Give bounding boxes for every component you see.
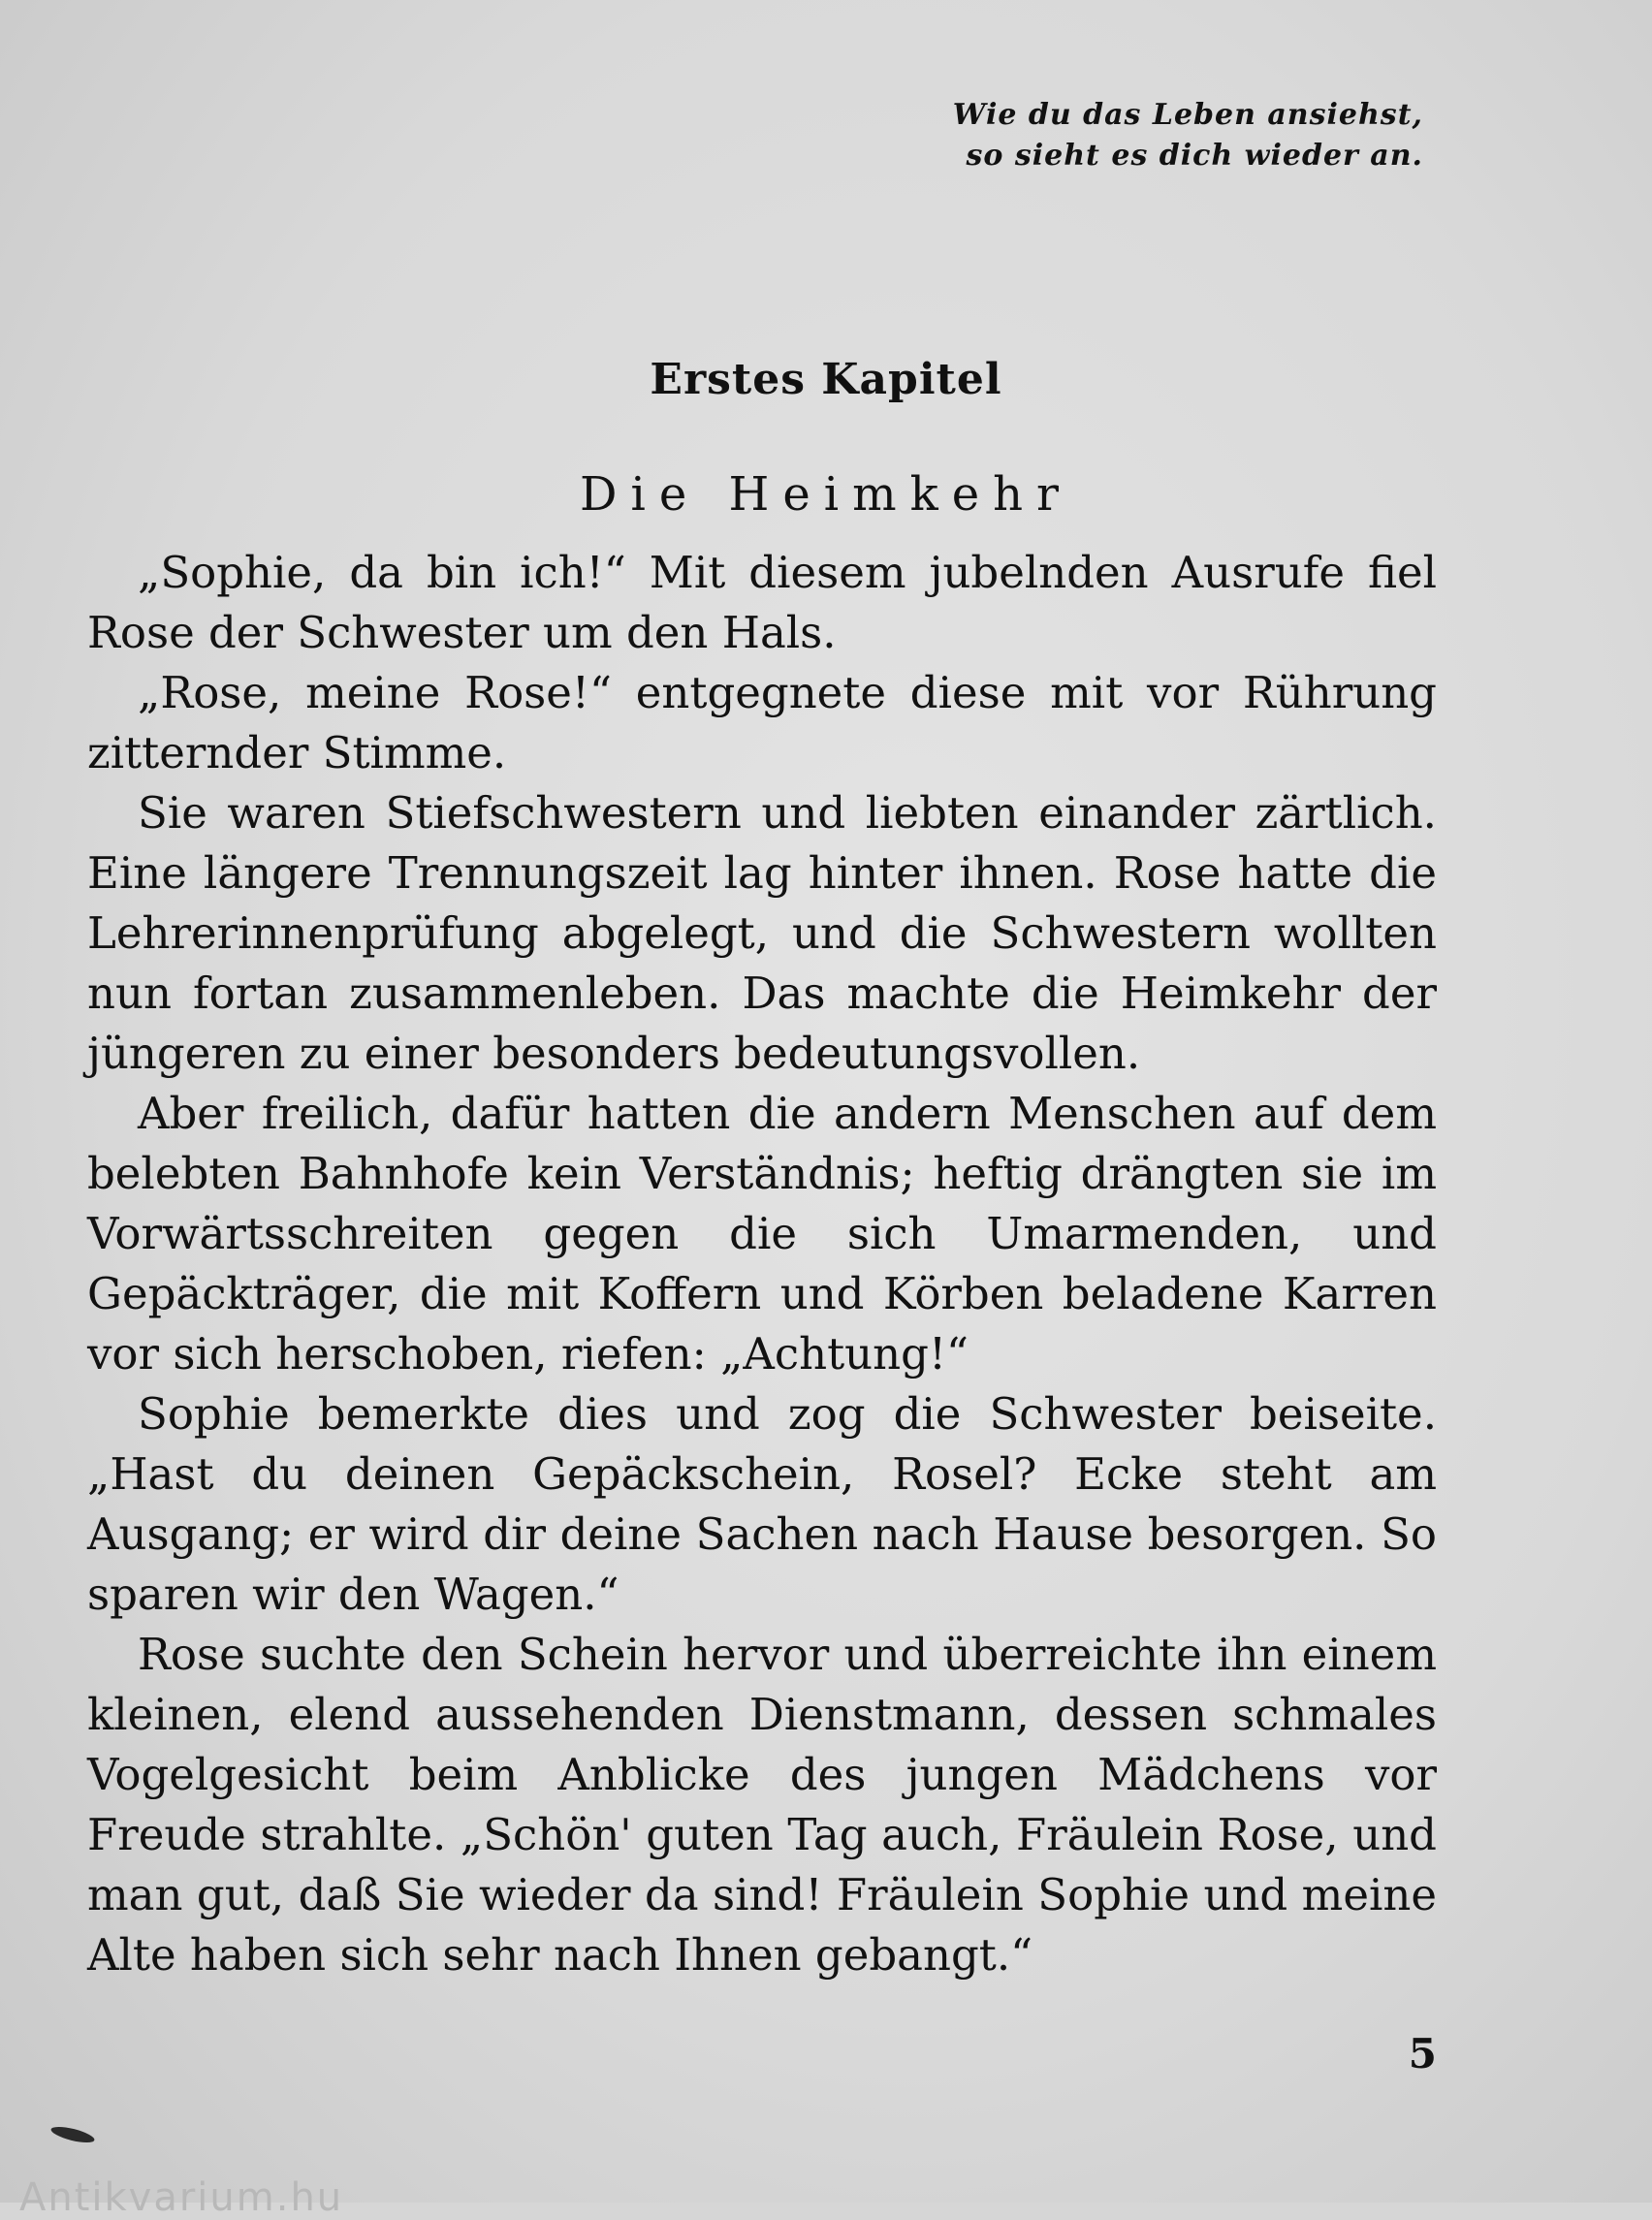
motto-line-2: so sieht es dich wieder an. [966,139,1423,173]
chapter-subtitle: Die Heimkehr [580,467,1072,522]
ink-mark [49,2124,96,2146]
paragraph: „Rose, meine Rose!“ entgegnete diese mit vor Rührung zitternder Stimme. [87,667,1437,778]
paragraph: Aber freilich, dafür hatten die andern Menschen auf dem belebten Bahnhofe kein Verständnis; heftig drängten sie im Vorwärtsschreiten gegen die sich Umarmenden, und Gepäckträger, die mit Koffern und Körben beladene Karren vor sich herschoben, riefen: „Achtung!“ [87,1088,1437,1380]
body-text [87,543,1437,1985]
chapter-title: Erstes Kapitel [650,355,1002,404]
paragraph: Rose suchte den Schein hervor und überreichte ihn einem kleinen, elend aussehenden Dienstmann, dessen schmales Vogelgesicht beim Anblicke des jungen Mädchens vor Freude strahlte. „Schön' guten Tag auch, Fräulein Rose, und man gut, daß Sie wieder da sind! Fräulein Sophie und meine Alte haben sich sehr nach Ihnen gebangt.“ [87,1629,1437,1981]
paragraph: Sie waren Stiefschwestern und liebten einander zärtlich. Eine längere Trennungszeit lag hinter ihnen. Rose hatte die Lehrerinnenprüfung abgelegt, und die Schwestern wollten nun fortan zusammenleben. Das machte die Heimkehr der jüngeren zu einer besonders bedeutungsvollen. [87,787,1437,1079]
paragraph: „Sophie, da bin ich!“ Mit diesem jubelnden Ausrufe fiel Rose der Schwester um den Hals. [87,547,1437,658]
motto-line-1: Wie du das Leben ansiehst, [952,98,1423,132]
paragraph: Sophie bemerkte dies und zog die Schwester beiseite. „Hast du deinen Gepäckschein, Rosel? Ecke steht am Ausgang; er wird dir deine Sachen nach Hause besorgen. So sparen wir den Wagen.“ [87,1388,1437,1620]
motto [953,95,1423,176]
page-number: 5 [1408,2030,1437,2077]
watermark: Antikvarium.hu [19,2175,344,2220]
